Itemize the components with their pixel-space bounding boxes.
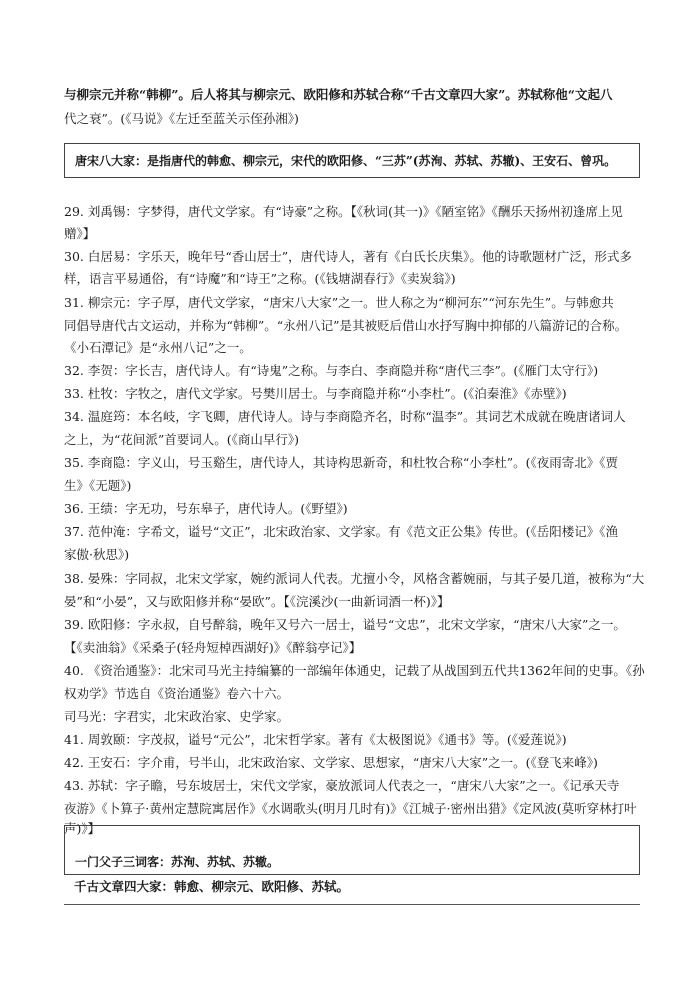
text-line: 【《卖油翁》《采桑子(轻舟短棹西湖好)》《醉翁亭记》】 bbox=[64, 640, 362, 655]
text-line: 夜游》《卜算子·黄州定慧院寓居作》《水调歌头(明月几时有)》《江城子·密州出猎》《定风波(莫听穿林打叶 bbox=[64, 801, 637, 816]
text-line: 权劝学》节选自《资治通鉴》卷六十六。 bbox=[64, 686, 290, 701]
entry-29: 29. 刘禹锡：字梦得，唐代文学家。有“诗豪”之称。【《秋词(其一)》《陋室铭》《酬乐天扬州初逢席上见 bbox=[64, 204, 623, 219]
entry-40: 40. 《资治通鉴》：北宋司马光主持编纂的一部编年体通史，记载了从战国到五代共1362年间的史事。《孙 bbox=[64, 663, 645, 678]
bottom-divider bbox=[64, 904, 640, 905]
text-line: 千古文章四大家：韩愈、柳宗元、欧阳修、苏轼。 bbox=[74, 879, 350, 894]
entry-33: 33. 杜牧：字牧之，唐代文学家。号樊川居士。与李商隐并称“小李杜”。(《泊秦淮》《赤壁》) bbox=[64, 386, 567, 401]
entry-30: 30. 白居易：字乐天，晚年号“香山居士”，唐代诗人，著有《白氏长庆集》。他的诗歌题材广泛，形式多 bbox=[64, 249, 632, 264]
entry-43: 43. 苏轼：字子瞻，号东坡居士，宋代文学家，豪放派词人代表之一，“唐宋八大家”之一。《记承天寺 bbox=[64, 778, 620, 793]
text-line: 与柳宗元并称“韩柳”。后人将其与柳宗元、欧阳修和苏轼合称“千古文章四大家”。苏轼称他“文起八 bbox=[64, 87, 613, 102]
text-line: 生》《无题》) bbox=[64, 478, 132, 493]
text-line: 代之衰”。(《马说》《左迁至蓝关示侄孙湘》) bbox=[64, 111, 299, 126]
text-line: 之上，为“花间派”首要词人。(《商山早行》) bbox=[64, 432, 300, 447]
text-line: 同倡导唐代古文运动，并称为“韩柳”。“永州八记”是其被贬后借山水抒写胸中抑郁的八篇游记的合称。 bbox=[64, 318, 628, 333]
note-box-text: 唐宋八大家：是指唐代的韩愈、柳宗元，宋代的欧阳修、“三苏”(苏洵、苏轼、苏辙)、王安石、曾巩。 bbox=[75, 154, 617, 168]
entry-37: 37. 范仲淹：字希文，谥号“文正”，北宋政治家、文学家。有《范文正公集》传世。(《岳阳楼记》《渔 bbox=[64, 524, 619, 539]
text-line: 司马光：字君实，北宋政治家、史学家。 bbox=[64, 709, 290, 724]
entry-35: 35. 李商隐：字义山，号玉谿生，唐代诗人，其诗构思新奇，和杜牧合称“小李杜”。(《夜雨寄北》《贾 bbox=[64, 455, 619, 470]
entry-32: 32. 李贺：字长吉，唐代诗人。有“诗鬼”之称。与李白、李商隐并称“唐代三李”。(《雁门太守行》) bbox=[64, 363, 599, 378]
text-line: 赠》】 bbox=[64, 226, 96, 241]
note-box-su-family bbox=[64, 825, 640, 875]
entry-36: 36. 王绩：字无功，号东皋子，唐代诗人。(《野望》) bbox=[64, 501, 348, 516]
text-line: 晏”和“小晏”，又与欧阳修并称“晏欧”。【《浣溪沙(一曲新词酒一杯)》】 bbox=[64, 594, 450, 609]
entry-38: 38. 晏殊：字同叔，北宋文学家，婉约派词人代表。尤擅小令，风格含蓄婉丽，与其子晏几道，被称为“大 bbox=[64, 571, 645, 586]
note-box-eight-masters bbox=[64, 143, 640, 178]
entry-39: 39. 欧阳修：字永叔，自号醉翁，晚年又号六一居士，谥号“文忠”，北宋文学家，“唐宋八大家”之一。 bbox=[64, 617, 626, 632]
entry-31: 31. 柳宗元：字子厚，唐代文学家，“唐宋八大家”之一。世人称之为“柳河东”“河东先生”。与韩愈共 bbox=[64, 295, 614, 310]
entry-34: 34. 温庭筠：本名岐，字飞卿，唐代诗人。诗与李商隐齐名，时称“温李”。其词艺术成就在晚唐诸词人 bbox=[64, 409, 626, 424]
note-box-text: 一门父子三词客：苏洵、苏轼、苏辙。 bbox=[75, 855, 280, 869]
text-line: 《小石潭记》是“永州八记”之一。 bbox=[64, 340, 252, 355]
text-line: 声)》】 bbox=[64, 821, 101, 836]
text-line: 家傲·秋思》) bbox=[64, 547, 130, 562]
text-line: 样，语言平易通俗，有“诗魔”和“诗王”之称。(《钱塘湖春行》《卖炭翁》) bbox=[64, 271, 456, 286]
entry-42: 42. 王安石：字介甫，号半山，北宋政治家、文学家、思想家，“唐宋八大家”之一。(《登飞来峰》) bbox=[64, 755, 598, 770]
entry-41: 41. 周敦颐：字茂叔，谥号“元公”，北宋哲学家。著有《太极图说》《通书》等。(《爱莲说》) bbox=[64, 732, 567, 747]
